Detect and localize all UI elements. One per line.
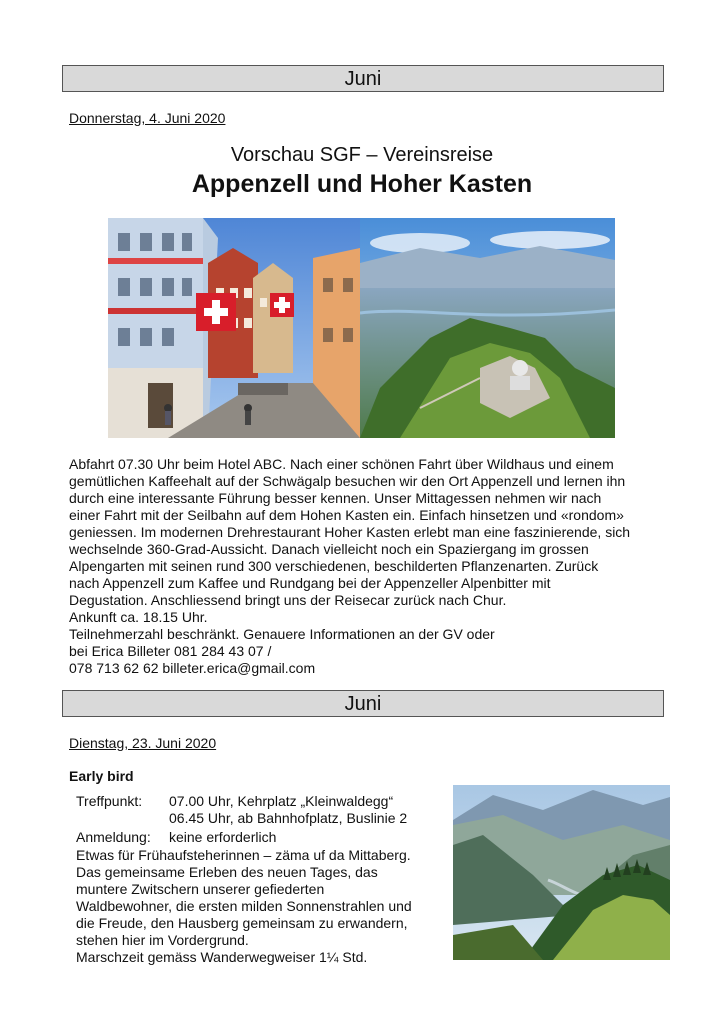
description-line: Degustation. Anschliessend bringt uns der Reisecar zurück nach Chur. — [69, 592, 507, 608]
meeting-point-label: Treffpunkt: — [76, 793, 143, 809]
hoher-kasten-photo — [360, 218, 615, 438]
description-line: Etwas für Frühaufsteherinnen – zäma uf da Mittaberg. — [76, 847, 411, 863]
contact-line: bei Erica Billeter 081 284 43 07 / — [69, 643, 272, 659]
event-date: Donnerstag, 4. Juni 2020 — [69, 110, 226, 126]
description-line: Abfahrt 07.30 Uhr beim Hotel ABC. Nach einer schönen Fahrt über Wildhaus und einem — [69, 456, 614, 472]
description-line: Das gemeinsame Erleben des neuen Tages, das — [76, 864, 378, 880]
participants-line: Teilnehmerzahl beschränkt. Genauere Informationen an der GV oder — [69, 626, 495, 642]
contact-email-line: 078 713 62 62 billeter.erica@gmail.com — [69, 660, 316, 676]
event-date: Dienstag, 23. Juni 2020 — [69, 735, 217, 751]
event-title: Early bird — [69, 768, 134, 784]
walking-time-line: Marschzeit gemäss Wanderwegweiser 1¼ Std. — [76, 949, 368, 965]
early-bird-description — [76, 847, 446, 966]
description-line: muntere Zwitschern unserer gefiederten — [76, 881, 325, 897]
event-subtitle: Vorschau SGF – Vereinsreise — [230, 144, 494, 166]
registration-value: keine erforderlich — [169, 829, 277, 845]
description-line: einer Fahrt mit der Seilbahn auf dem Hohen Kasten ein. Einfach hinsetzen und «rondom» — [69, 507, 624, 523]
registration-row — [76, 829, 276, 846]
description-line: stehen hier im Vordergrund. — [76, 932, 249, 948]
description-line: wechselnde 360-Grad-Aussicht. Danach vielleicht noch ein Spaziergang im grossen — [69, 541, 589, 557]
description-line: nach Appenzell zum Kaffee und Rundgang bei der Appenzeller Alpenbitter mit — [69, 575, 551, 591]
arrival-line: Ankunft ca. 18.15 Uhr. — [69, 609, 208, 625]
month-header: Juni — [62, 65, 664, 92]
description-line: gemütlichen Kaffeehalt auf der Schwägalp besuchen wir den Ort Appenzell und lernen ihn — [69, 473, 626, 489]
month-header: Juni — [62, 690, 664, 717]
description-line: Waldbewohner, die ersten milden Sonnenstrahlen und — [76, 898, 412, 914]
mittaberg-valley-photo — [453, 785, 670, 960]
event-description — [69, 456, 669, 677]
description-line: geniessen. Im modernen Drehrestaurant Hoher Kasten erlebt man eine faszinierende, sich — [69, 524, 631, 540]
description-line: Alpengarten mit seinen rund 300 verschiedenen, beschilderten Pflanzenarten. Zurück — [69, 558, 599, 574]
registration-label: Anmeldung: — [76, 829, 151, 845]
meeting-point-row — [76, 793, 393, 810]
meeting-point-value: 07.00 Uhr, Kehrplatz „Kleinwaldegg“ — [169, 793, 394, 809]
appenzell-street-photo — [108, 218, 360, 438]
meeting-point-row-2 — [76, 810, 407, 827]
description-line: durch eine interessante Führung besser kennen. Unser Mittagessen nehmen wir nach — [69, 490, 602, 506]
event-title: Appenzell und Hoher Kasten — [191, 170, 533, 198]
meeting-point-value-2: 06.45 Uhr, ab Bahnhofplatz, Buslinie 2 — [169, 810, 408, 826]
description-line: die Freude, den Hausberg gemeinsam zu erwandern, — [76, 915, 408, 931]
